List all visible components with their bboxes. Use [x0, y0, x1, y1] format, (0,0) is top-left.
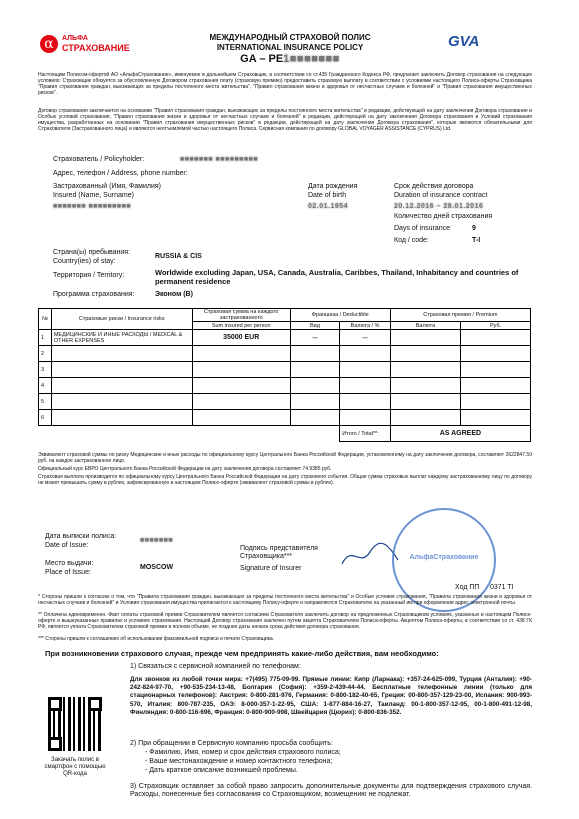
policy-number	[190, 53, 390, 65]
qr-code[interactable]	[48, 697, 102, 751]
days-label-en: Days of insurance	[394, 225, 451, 232]
code-value: T-I	[472, 237, 481, 244]
col-premium-cur: Валюта	[390, 322, 460, 330]
row-kind: ---	[290, 330, 340, 346]
insured-label-ru: Застрахованный (Имя, Фамилия)	[53, 183, 161, 190]
gva-logo: GVA	[448, 33, 480, 50]
col-franchise-kind: Вид	[290, 322, 340, 330]
rate-paragraph-1: Эквивалент страховой суммы по риску Медицинские и иные расходы по официальному курсу Центрального Банка Российской Федерации, установленному на дату заключения договора, составляет 2622847.50 руб. на каждое застрахованное лицо.	[38, 452, 532, 464]
row-risk: МЕДИЦИНСКИЕ И ИНЫЕ РАСХОДЫ / MEDICAL & OTHER EXPENSES	[51, 330, 192, 346]
title-ru: МЕЖДУНАРОДНЫЙ СТРАХОВОЙ ПОЛИС	[209, 33, 371, 42]
table-row	[39, 330, 531, 346]
program-label: Программа страхования:	[53, 291, 135, 298]
insurer-signature	[340, 540, 400, 570]
term-label-en: Duration of insurance contract	[394, 192, 488, 199]
issue-value: ■■■■■■■	[140, 537, 174, 544]
intro-paragraph-2: Договор страхования заключается на основании "Правил страхования граждан, выезжающих за пределы постоянного места жительства" в редакции, действующей на дату заключения Договора страхования и Особых условий страхования, "Правил страхования жизни и здоровья от несчастных случаев и болезней" в редакции, действующей на дату заключения Договора страхования и Условий страхования имущества, разработанных на основании "Правил страхования имущественных рисков" в редакции, действующей на дату заключения Договора страхования", которые являются обязательными для Страхователя (Застрахованного лица) и являются неотъемлемой частью настоящего Полиса. Сервисная компания по договору GLOBAL VOYAGER ASSISTANCE (CYPRUS) Ltd.	[38, 108, 532, 132]
table-row	[39, 410, 531, 426]
step2-item-1: - Фамилию, Имя, номер и срок действия страхового полиса;	[145, 749, 341, 756]
col-franchise: Франшиза / Deductible	[290, 309, 390, 322]
row-no: 4	[39, 378, 52, 394]
logo-line2: СТРАХОВАНИЕ	[62, 43, 130, 53]
title-en: INTERNATIONAL INSURANCE POLICY	[216, 43, 364, 52]
row-no: 3	[39, 362, 52, 378]
country-label-ru: Страна(ы) пребывания:	[53, 249, 131, 256]
insured-label-en: Insured (Name, Surname)	[53, 192, 134, 199]
phones: Для звонков из любой точки мира: +7(495) 775-09-99. Прямые линии: Кипр (Ларнака): +357-24-625-099, Турция (Анталия): +90-242-824-97-70, +90-535-234-13-48, Болгария (София): +359-2-439-44-44. Бесплатные телефонные линии (только для стационарных телефонов): Австрия: 0-800-281-976, Германия: 0-800-182-40-65, Греция: 00-800-357-129-23-00, Испания: 900-993-570, Италия: 800-787-235, ОАЭ: 8-000-357-1-22-95, США: 1-877-884-16-27, Таиланд: 00-1-800-357-12-95, 00-1-800-491-12-98, Финляндия: 0-800-116-696, Франция: 0-800-900-998, Швейцария (Цюрих): 0-800-836-352.	[130, 676, 532, 716]
dob-value: 02.01.1954	[308, 203, 349, 210]
policyholder-label: Страхователь / Policyholder:	[53, 156, 145, 163]
col-sum-en: Sum insured per person	[192, 322, 290, 330]
rate-paragraph-3: Страховая выплата производится по официальному курсу Центрального Банка Российской Федерации на дату страхового события. Общая сумма страховых выплат каждому застрахованному лицу по договору не может превышать сумму в рублях, зафиксированную в настоящем Полисе-оферте (эквивалент страховой суммы в рублях).	[38, 474, 532, 486]
dob-label-ru: Дата рождения	[308, 183, 358, 190]
place-label-ru: Место выдачи:	[45, 560, 94, 567]
step2-item-2: - Ваше местонахождение и номер контактного телефона;	[145, 758, 333, 765]
intro-paragraph-1: Настоящим Полисом-офертой АО «АльфаСтрахование», именуемое в дальнейшем Страховщик, в соответствии со ст.435 Гражданского Кодекса РФ, предлагает заключить Договор страхования на следующих условиях: Страховщик обязуется за обусловленную Договором страхования плату (страховую премию) предоставить страховую выплату в соответствии с условиями настоящего Полиса-оферты Страховщика "Правил страхования граждан, выезжающих за пределы постоянного места жительства", "Правил страхования жизни и здоровья от несчастных случаев и болезней" и "Правил страхования имущественных рисков".	[38, 72, 532, 96]
risk-table	[38, 308, 531, 442]
step2: 2) При обращении в Сервисную компанию просьба сообщить:	[130, 740, 333, 747]
days-label-ru: Количество дней страхования	[394, 213, 493, 220]
row-no: 2	[39, 346, 52, 362]
place-value: MOSCOW	[140, 564, 174, 571]
row-prem-rub	[461, 330, 531, 346]
col-sum-ru: Страховая сумма на каждого застрахованного	[192, 309, 290, 322]
term-value: 20.12.2016 – 28.01.2016	[394, 203, 484, 210]
policy-prefix: GA – PE	[240, 53, 284, 65]
table-row	[39, 362, 531, 378]
term-label-ru: Срок действия договора	[394, 183, 474, 190]
alfa-logo	[40, 33, 160, 55]
col-no: №	[39, 309, 52, 330]
insured-value: ■■■■■■■ ■■■■■■■■■	[53, 203, 132, 210]
table-row	[39, 394, 531, 410]
country-value: RUSSIA & CIS	[155, 253, 202, 260]
insurer-label-en: Signature of Insurer	[240, 565, 302, 572]
country-label-en: Country(ies) of stay:	[53, 258, 116, 265]
logo-line1: АЛЬФА	[62, 35, 88, 42]
row-sum: 35000 EUR	[192, 330, 290, 346]
row-cur: ---	[340, 330, 390, 346]
row-no: 5	[39, 394, 52, 410]
code-text: Ход ПП	[455, 584, 480, 591]
col-premium-rub: Руб.	[461, 322, 531, 330]
bottom-heading: При возникновении страхового случая, прежде чем предпринять какие-либо действия, вам необходимо:	[45, 649, 439, 658]
insurer-label-ru: Подпись представителя Страховщика***	[240, 545, 318, 560]
issue-label-en: Date of Issue:	[45, 542, 89, 549]
address-label: Адрес, телефон / Address, phone number:	[53, 170, 188, 177]
step3: 3) Страховщик оставляет за собой право запросить дополнительные документы для подтверждения страхового случая. Расходы, понесенные без согласования со Страховщиком, возмещению не подлежат.	[130, 783, 532, 798]
note-1: * Стороны пришли к согласию о том, что "Правила страхования граждан, выезжающих за пределы постоянного места жительства" и Особые условия страхования, "Правила страхования жизни и здоровья от несчастных случаев и болезней" и Условия страхования имущества прилагаются к настоящему Полису-оферте и направляются Страхователю на указанный им при оформлении адрес электронной почты.	[38, 594, 532, 606]
policy-masked: 1■■■■■■■	[283, 53, 340, 65]
days-value: 9	[472, 225, 476, 232]
territory-label: Территория / Territory:	[53, 272, 125, 279]
col-risk: Страховые риски / Insurance risks	[51, 309, 192, 330]
col-premium: Страховая премия / Premium	[390, 309, 530, 322]
qr-finder-icon	[48, 737, 62, 751]
step2-item-3: - Дать краткое описание возникшей проблемы.	[145, 767, 298, 774]
row-no: 1	[39, 330, 52, 346]
step1: 1) Связаться с сервисной компанией по телефонам:	[130, 663, 301, 670]
total-value: AS AGREED	[390, 426, 530, 442]
total-row	[39, 426, 531, 442]
issue-label-ru: Дата выписки полиса:	[45, 533, 117, 540]
row-prem-cur	[390, 330, 460, 346]
code-label: Код / code:	[394, 237, 429, 244]
program-value: Эконом (B)	[155, 291, 193, 298]
alfa-logo-icon: α	[40, 35, 58, 53]
row-no: 6	[39, 410, 52, 426]
qr-caption: Закачать полис в смартфон с помощью QR-кода	[44, 757, 106, 777]
qr-finder-icon	[48, 697, 62, 711]
policyholder-value: ■■■■■■■ ■■■■■■■■■	[180, 156, 259, 163]
table-row	[39, 378, 531, 394]
place-label-en: Place of Issue:	[45, 569, 91, 576]
dob-label-en: Date of birth	[308, 192, 347, 199]
territory-value: Worldwide excluding Japan, USA, Canada, Australia, Caribbes, Thailand, Inhabitancy and countries of permanent residence	[155, 268, 519, 286]
qr-finder-icon	[88, 697, 102, 711]
signature-icon	[340, 540, 400, 570]
note-3: *** Стороны пришли к соглашению об использовании факсимильной подписи и печати Страховщика.	[38, 636, 275, 642]
rate-paragraph-2: Официальный курс ЕВРО Центрального Банка Российской Федерации на дату заключения договора составляет 74.9385 руб.	[38, 466, 332, 472]
code-num: 0371 TI	[490, 584, 514, 591]
stamp-text: АльфаСтрахование	[409, 554, 479, 561]
table-row	[39, 346, 531, 362]
note-2: ** Оплачена единовременно. Факт оплаты страховой премии Страхователем является согласием Страхователя заключить договор на предложенных Страховщиком условиях, указанных в настоящем Полисе-оферте и вышеуказанных правилах и условиях страхования. Настоящий Договор страхования заключен путем акцепта Страхователем Полиса-оферты. Акцептом Полиса-оферты, в соответствии со ст. 438 ГК РФ, является уплата Страхователем страховой премии в полном объеме, не позднее даты начала срока действия договора страхования.	[38, 612, 532, 630]
col-franchise-cur: Валюта / %	[340, 322, 390, 330]
total-label: Итого / Total**:	[340, 426, 390, 442]
